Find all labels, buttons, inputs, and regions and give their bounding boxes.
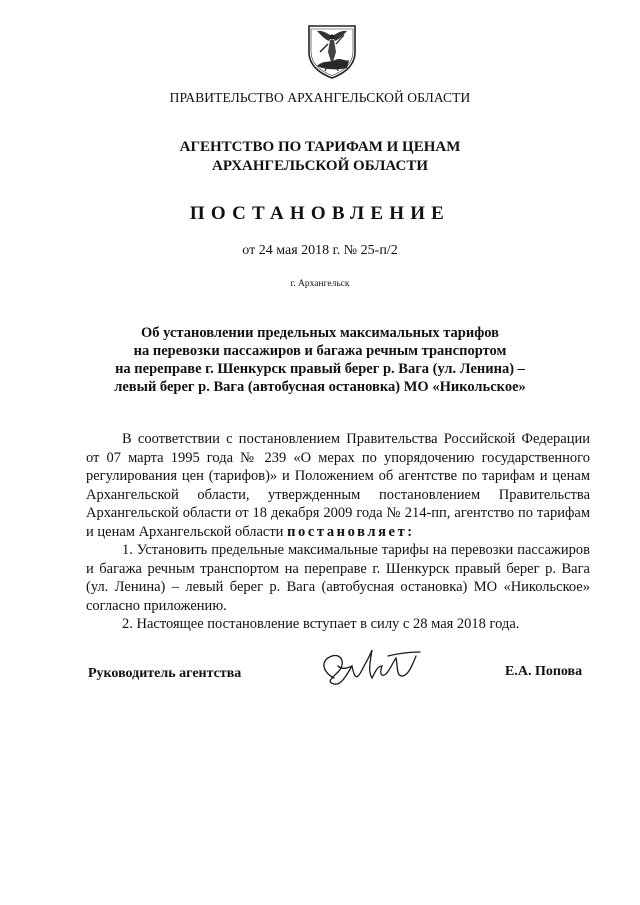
signatory-position: Руководитель агентства xyxy=(88,666,242,681)
subject-line-2: на перевозки пассажиров и багажа речным транспортом xyxy=(133,343,507,359)
coat-of-arms-icon xyxy=(305,22,359,80)
document-type-title: ПОСТАНОВЛЕНИЕ xyxy=(189,203,451,224)
subject-line-1: Об установлении предельных максимальных тарифов xyxy=(141,325,499,341)
document-body xyxy=(86,430,590,634)
agency-name-line-1: АГЕНТСТВО ПО ТАРИФАМ И ЦЕНАМ xyxy=(179,139,461,155)
intro-text: В соответствии с постановлением Правительства Российской Федерации от 07 марта 1995 года № 239 «О мерах по упорядочению государственного регулирования цен (тарифов)» и Положением об агентстве по тарифам и ценам Архангельской области, утвержденным постановлением Правительства Архангельской области от 18 декабря 2009 года № 214-пп, агентство по тарифам и ценам Архангельской области xyxy=(86,431,590,540)
document-date-number: от 24 мая 2018 г. № 25-п/2 xyxy=(242,243,398,258)
document-subject xyxy=(0,324,640,396)
item-1-paragraph: 1. Установить предельные максимальные тарифы на перевозки пассажиров и багажа речным транспортом на переправе г. Шенкурск правый берег р. Вага (ул. Ленина) – левый берег р. Вага (автобусная остановка) МО «Никольское» согласно приложению. xyxy=(86,542,590,614)
agency-name xyxy=(0,138,640,176)
decree-word: постановляет: xyxy=(287,523,415,540)
government-name: ПРАВИТЕЛЬСТВО АРХАНГЕЛЬСКОЙ ОБЛАСТИ xyxy=(169,90,471,105)
item-2-paragraph: 2. Настоящее постановление вступает в силу с 28 мая 2018 года. xyxy=(122,616,520,632)
agency-name-line-2: АРХАНГЕЛЬСКОЙ ОБЛАСТИ xyxy=(212,158,428,174)
signatory-name: Е.А. Попова xyxy=(505,664,583,679)
document-city: г. Архангельск xyxy=(290,279,350,289)
handwritten-signature xyxy=(312,642,424,692)
subject-line-3: на переправе г. Шенкурск правый берег р. Вага (ул. Ленина) – xyxy=(115,361,525,377)
intro-paragraph xyxy=(86,430,590,541)
subject-line-4: левый берег р. Вага (автобусная остановка) МО «Никольское» xyxy=(114,379,526,395)
